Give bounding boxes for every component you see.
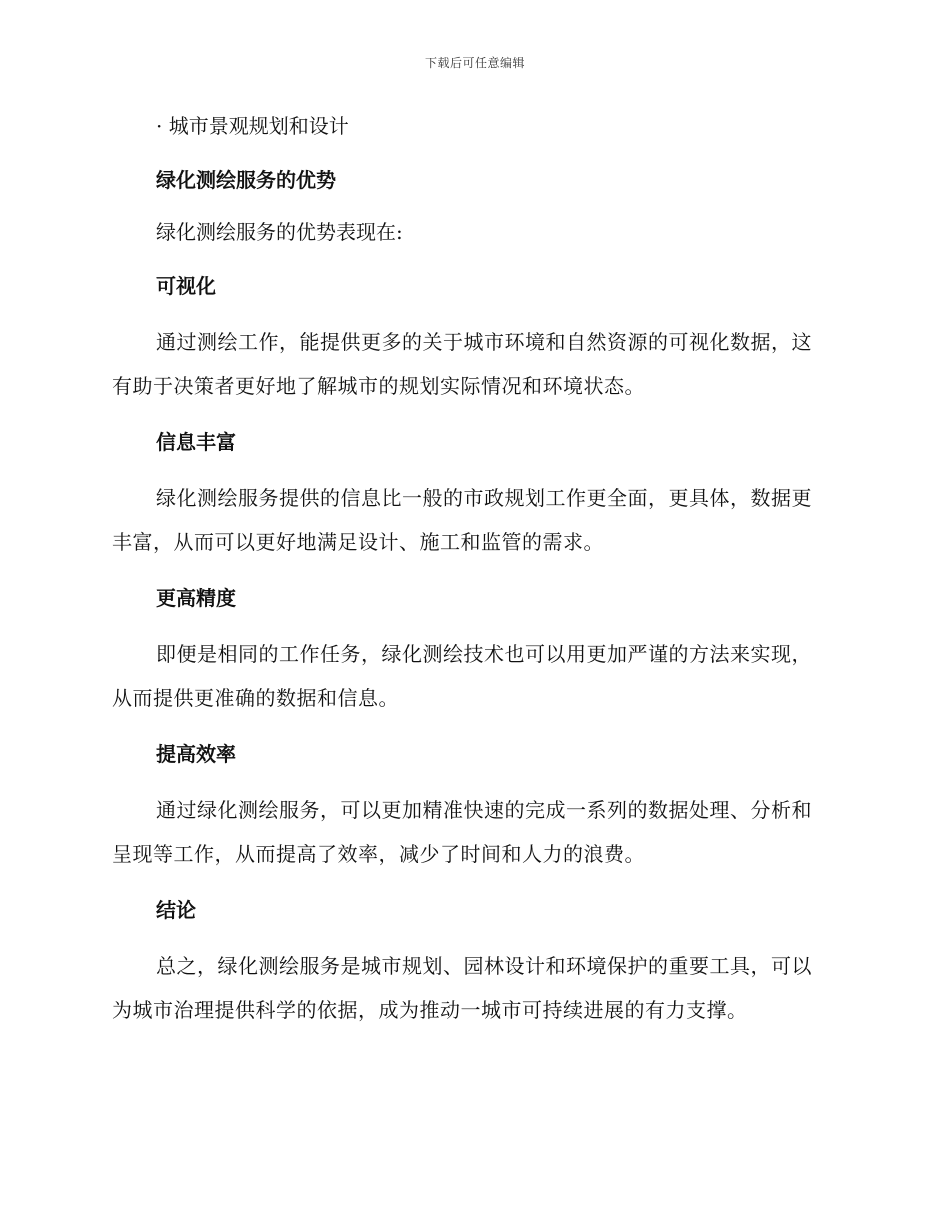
subheading-rich-info: 信息丰富 (156, 430, 236, 454)
page-header: 下载后可任意编辑 (424, 56, 525, 70)
subheading-efficiency: 提高效率 (156, 742, 236, 766)
paragraph-rich-info: 绿化测绘服务提供的信息比一般的市政规划工作更全面，更具体，数据更丰富，从而可以更好地满足设计、施工和监管的需求。 (112, 486, 812, 554)
paragraph-efficiency: 通过绿化测绘服务，可以更加精准快速的完成一系列的数据处理、分析和呈现等工作，从而提高了效率，减少了时间和人力的浪费。 (112, 798, 812, 866)
paragraph-conclusion: 总之，绿化测绘服务是城市规划、园林设计和环境保护的重要工具，可以为城市治理提供科学的依据，成为推动一城市可持续进展的有力支撑。 (112, 954, 812, 1022)
paragraph-precision: 即便是相同的工作任务，绿化测绘技术也可以用更加严谨的方法来实现，从而提供更准确的数据和信息。 (112, 642, 812, 710)
intro-paragraph: 绿化测绘服务的优势表现在: (156, 220, 403, 244)
bullet-item: · 城市景观规划和设计 (156, 114, 349, 138)
subheading-precision: 更高精度 (156, 586, 236, 610)
paragraph-visualization: 通过测绘工作，能提供更多的关于城市环境和自然资源的可视化数据，这有助于决策者更好地了解城市的规划实际情况和环境状态。 (112, 330, 812, 398)
subheading-visualization: 可视化 (156, 274, 216, 298)
document-body (112, 108, 830, 1048)
subheading-conclusion: 结论 (156, 898, 196, 922)
section-heading: 绿化测绘服务的优势 (156, 168, 336, 192)
